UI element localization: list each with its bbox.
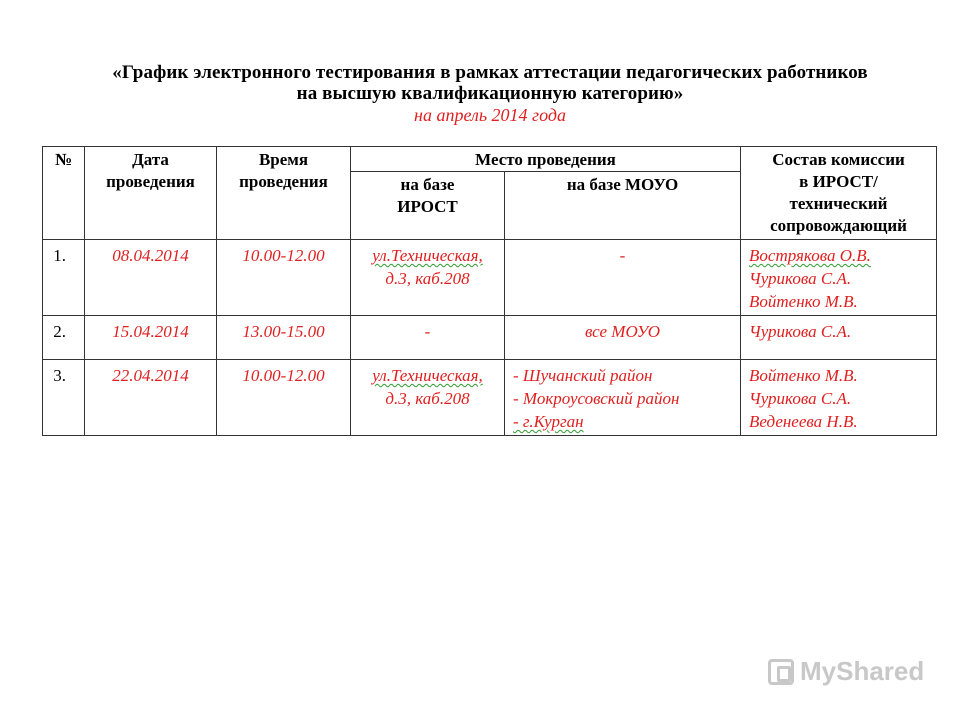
row-commission [741, 316, 937, 360]
mouo-district: - Мокроусовский район [513, 389, 680, 408]
commission-member: Чурикова С.А. [749, 269, 852, 288]
document-subtitle: на апрель 2014 года [414, 105, 566, 125]
header-commission-line-4: сопровождающий [770, 216, 907, 235]
header-date-line-1: Дата [132, 150, 169, 169]
header-number-label: № [54, 150, 73, 169]
row-commission [741, 240, 937, 316]
table-row [43, 240, 937, 316]
header-place-irost-line-2: ИРОСТ [397, 197, 458, 216]
row-date: 15.04.2014 [85, 316, 217, 360]
row-place-irost-line-1: ул.Техническая, [372, 246, 483, 265]
header-number [43, 147, 85, 240]
header-place-label: Место проведения [475, 150, 616, 169]
commission-member: Чурикова С.А. [749, 389, 852, 408]
row-place-irost-line-2: д.3, каб.208 [385, 389, 470, 408]
row-time: 10.00-12.00 [217, 360, 351, 436]
header-time-line-1: Время [258, 150, 309, 169]
schedule-table [42, 146, 937, 436]
watermark [768, 656, 924, 687]
row-place-irost: - [351, 316, 505, 360]
header-date [85, 147, 217, 240]
commission-member: Войтенко М.В. [749, 292, 858, 311]
header-place-mouo [505, 172, 741, 240]
document-title-line-2: на высшую квалификационную категорию» [296, 83, 684, 104]
row-place-irost-line-1: ул.Техническая, [372, 366, 483, 385]
row-date: 08.04.2014 [85, 240, 217, 316]
row-place-mouo: все МОУО [505, 316, 741, 360]
row-place-mouo [505, 360, 741, 436]
commission-member: Войтенко М.В. [749, 366, 858, 385]
document-title-line-1: «График электронного тестирования в рамках аттестации педагогических работников [112, 62, 868, 83]
commission-member: Чурикова С.А. [749, 322, 852, 341]
row-number: 3. [43, 360, 85, 436]
watermark-text: MyShared [800, 656, 925, 686]
row-number: 1. [43, 240, 85, 316]
row-place-irost [351, 360, 505, 436]
header-commission-line-2: в ИРОСТ/ [799, 172, 878, 191]
header-commission [741, 147, 937, 240]
row-time: 13.00-15.00 [217, 316, 351, 360]
header-date-line-2: проведения [106, 172, 195, 191]
row-commission [741, 360, 937, 436]
row-time: 10.00-12.00 [217, 240, 351, 316]
row-place-mouo: - [505, 240, 741, 316]
header-time [217, 147, 351, 240]
commission-member: Веденеева Н.В. [749, 412, 858, 431]
commission-member: Вострякова О.В. [749, 246, 871, 265]
table-row [43, 360, 937, 436]
header-time-line-2: проведения [239, 172, 328, 191]
row-place-irost [351, 240, 505, 316]
row-number: 2. [43, 316, 85, 360]
header-place-irost [351, 172, 505, 240]
mouo-district: - г.Курган [513, 412, 584, 431]
table-row [43, 316, 937, 360]
header-place-mouo-label: на базе МОУО [566, 175, 679, 194]
document-header [0, 62, 960, 126]
header-commission-line-3: технический [789, 194, 888, 213]
header-commission-line-1: Состав комиссии [772, 150, 905, 169]
mouo-district: - Шучанский район [513, 366, 653, 385]
myshared-logo-icon [768, 659, 794, 685]
header-place [351, 147, 741, 172]
row-date: 22.04.2014 [85, 360, 217, 436]
row-place-irost-line-2: д.3, каб.208 [385, 269, 470, 288]
header-place-irost-line-1: на базе [400, 175, 455, 194]
